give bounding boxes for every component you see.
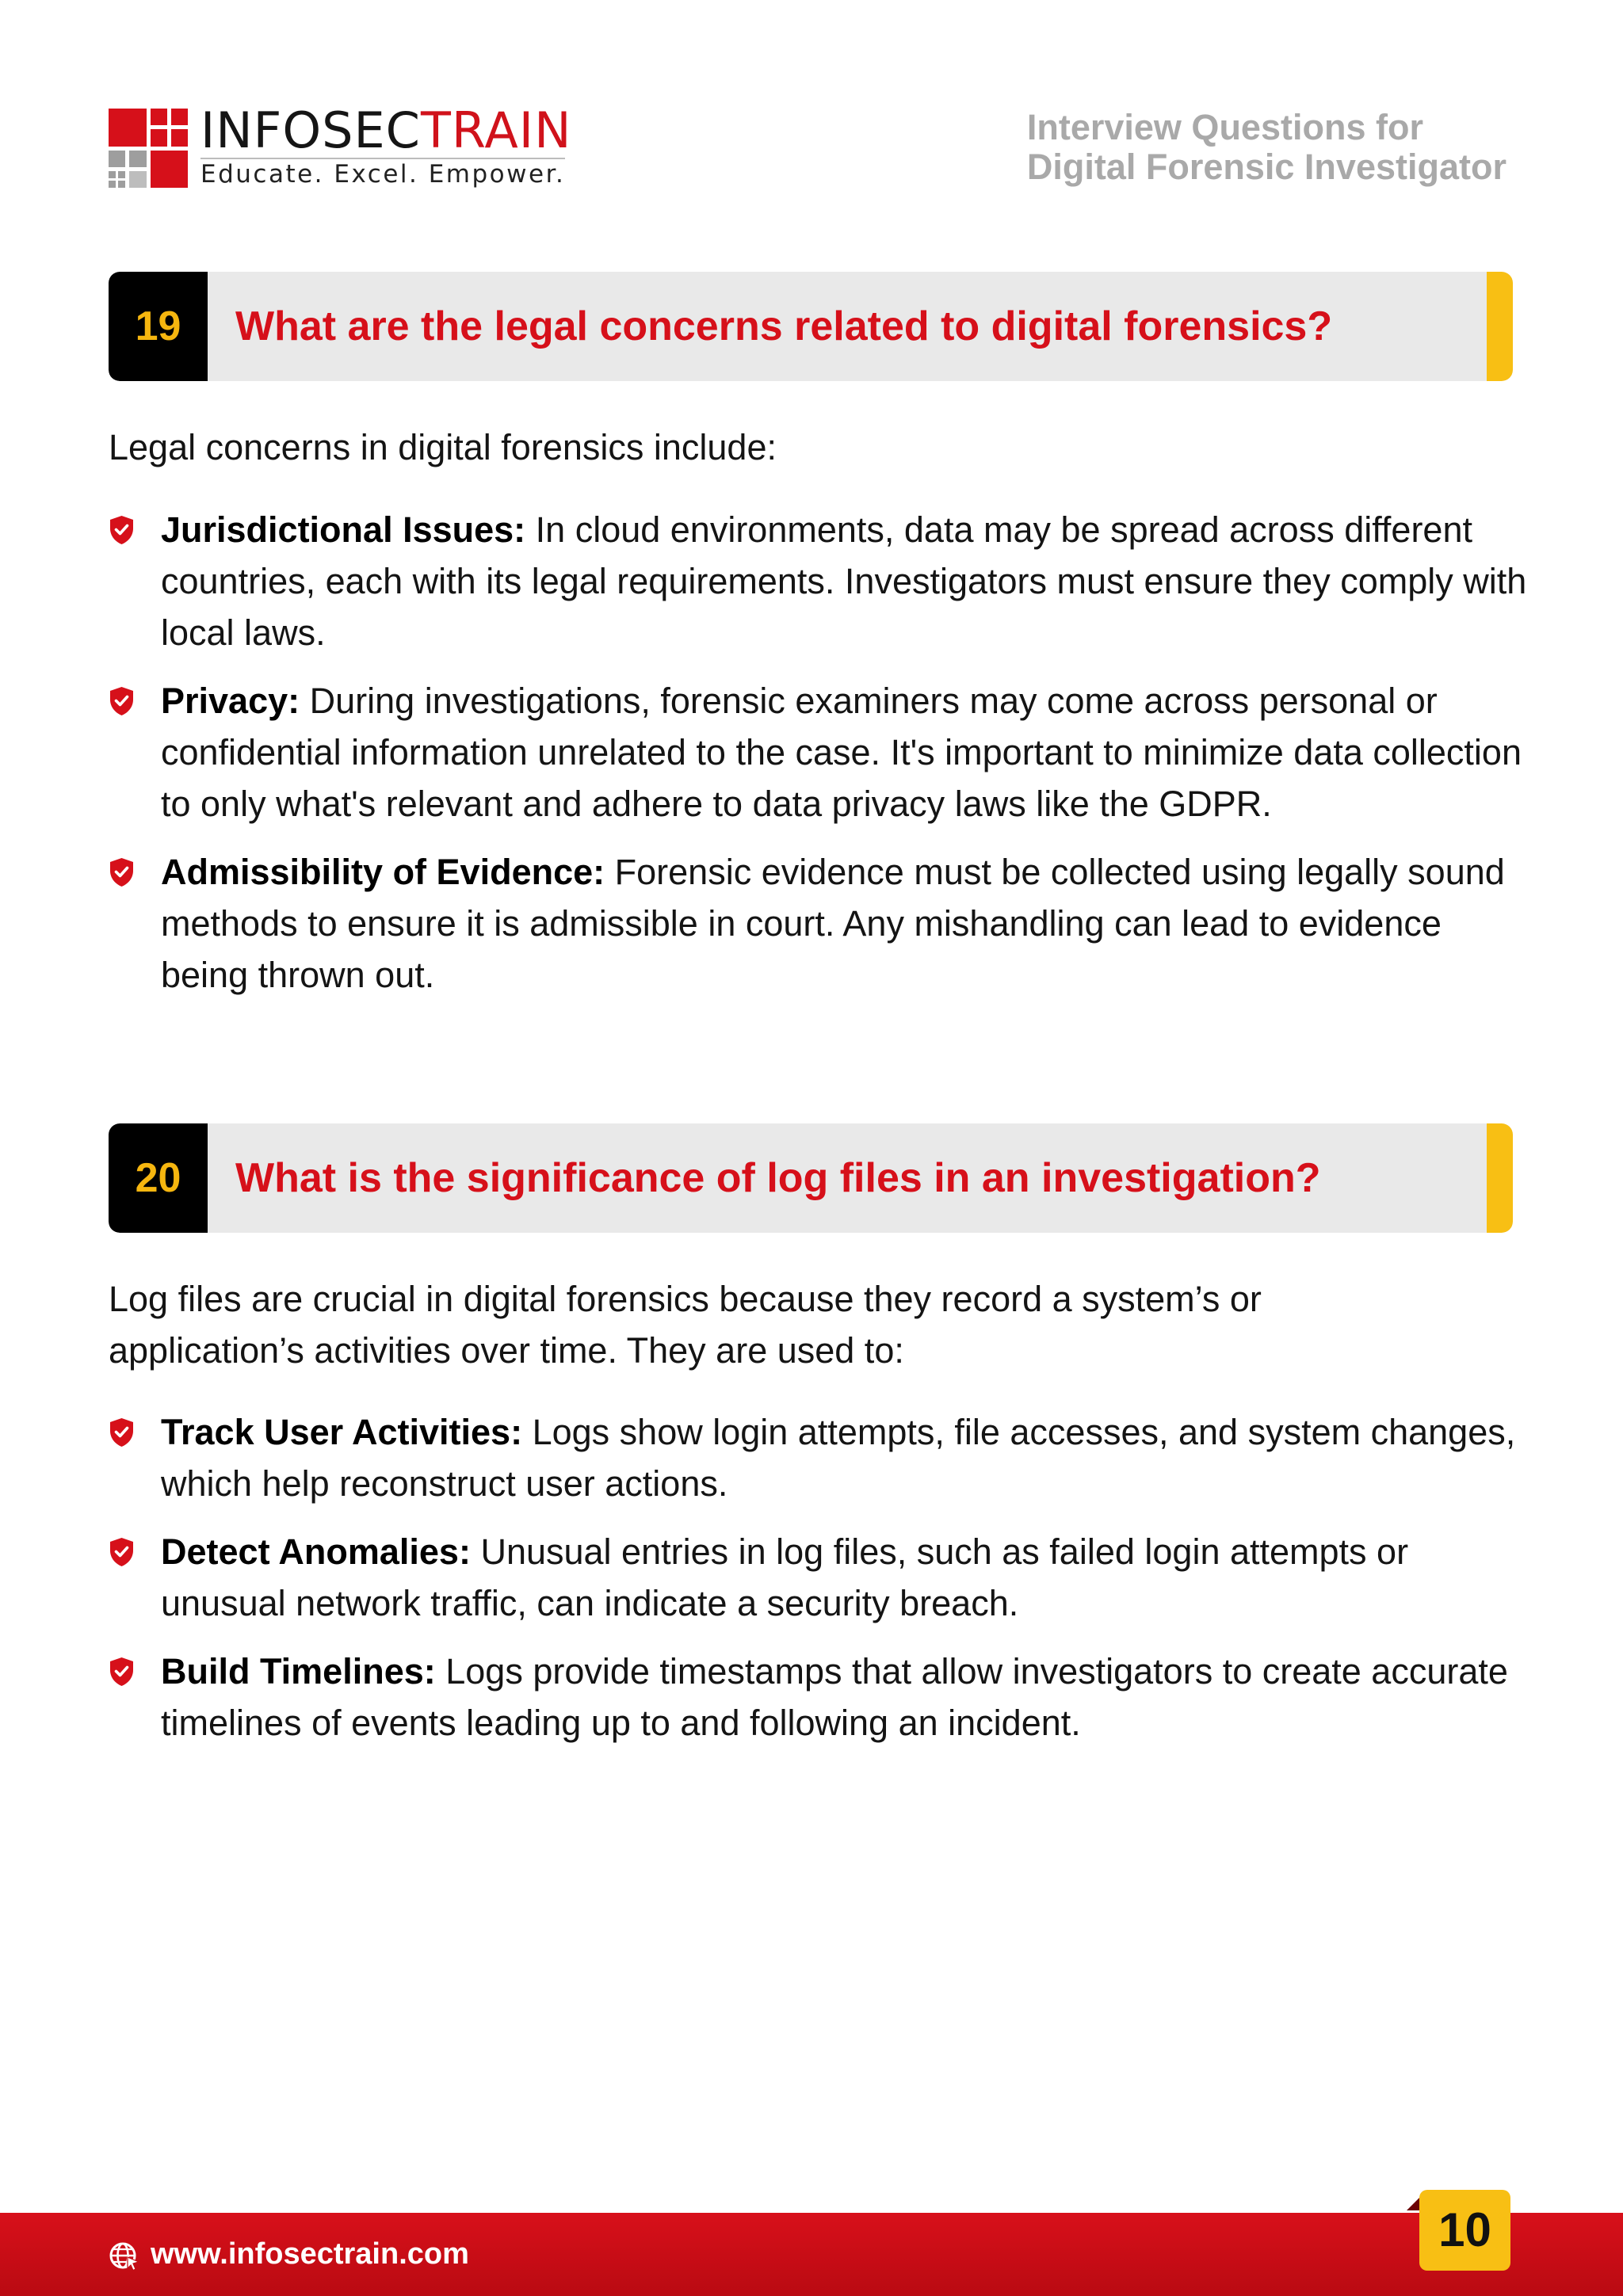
logo-mark-icon bbox=[109, 109, 188, 188]
bullet-term: Build Timelines: bbox=[161, 1651, 436, 1691]
page-number: 10 bbox=[1419, 2190, 1510, 2271]
answer-bullet-list bbox=[109, 1406, 1535, 1765]
logo-wordmark bbox=[200, 101, 572, 159]
bullet-text: In cloud environments, data may be spread across different countries, each with its legal requirements. Investigators must ensure they comply with local laws. bbox=[161, 509, 1527, 653]
answer-intro: Log files are crucial in digital forensics because they record a system’s or application’s activities over time. They are used to: bbox=[109, 1279, 1262, 1371]
answer-intro: Legal concerns in digital forensics include: bbox=[109, 427, 777, 467]
question-header-19 bbox=[109, 272, 1513, 381]
question-title: What are the legal concerns related to digital forensics? bbox=[235, 303, 1333, 349]
logo-tagline: Educate. Excel. Empower. bbox=[200, 160, 566, 189]
infosectrain-logo bbox=[109, 101, 584, 193]
globe-icon bbox=[109, 2240, 140, 2271]
bullet-term: Admissibility of Evidence: bbox=[161, 852, 605, 892]
website-link[interactable]: www.infosectrain.com bbox=[151, 2237, 469, 2271]
question-number: 20 bbox=[109, 1123, 208, 1233]
bullet-text: During investigations, forensic examiners may come across personal or confidential information unrelated to the case. It's important to minimize data collection to only what's relevant and adhere to data privacy laws like the GDPR. bbox=[161, 681, 1522, 824]
bullet-term: Jurisdictional Issues: bbox=[161, 509, 526, 550]
question-number: 19 bbox=[109, 272, 208, 381]
list-item bbox=[109, 1646, 1535, 1749]
list-item bbox=[109, 846, 1535, 1001]
list-item bbox=[109, 504, 1535, 658]
shield-check-icon bbox=[109, 1417, 135, 1447]
bullet-text: Logs provide timestamps that allow investigators to create accurate timelines of events leading up to and following an incident. bbox=[161, 1651, 1508, 1743]
shield-check-icon bbox=[109, 686, 135, 716]
page-footer bbox=[0, 2213, 1623, 2296]
bullet-term: Privacy: bbox=[161, 681, 300, 721]
document-title-line2: Digital Forensic Investigator bbox=[1026, 147, 1507, 187]
bullet-term: Track User Activities: bbox=[161, 1412, 523, 1452]
page-number-badge bbox=[1407, 2190, 1514, 2279]
logo-name-part1: INFOSEC bbox=[200, 101, 421, 159]
question-header-20 bbox=[109, 1123, 1513, 1233]
shield-check-icon bbox=[109, 857, 135, 887]
document-title-line1: Interview Questions for bbox=[1026, 107, 1423, 147]
logo-name-part2: TRAIN bbox=[420, 101, 572, 159]
question-accent-bar bbox=[1487, 272, 1513, 381]
list-item bbox=[109, 1526, 1535, 1629]
bullet-text: Forensic evidence must be collected using legally sound methods to ensure it is admissible in court. Any mishandling can lead to evidence being thrown out. bbox=[161, 852, 1505, 995]
shield-check-icon bbox=[109, 1657, 135, 1687]
bullet-text: Logs show login attempts, file accesses, and system changes, which help reconstruct user actions. bbox=[161, 1412, 1516, 1504]
document-title bbox=[1027, 108, 1507, 187]
question-title: What is the significance of log files in an investigation? bbox=[235, 1155, 1321, 1201]
list-item bbox=[109, 675, 1535, 830]
question-accent-bar bbox=[1487, 1123, 1513, 1233]
bullet-term: Detect Anomalies: bbox=[161, 1531, 471, 1572]
list-item bbox=[109, 1406, 1535, 1509]
shield-check-icon bbox=[109, 515, 135, 545]
answer-bullet-list bbox=[109, 504, 1535, 1017]
bullet-text: Unusual entries in log files, such as failed login attempts or unusual network traffic, can indicate a security breach. bbox=[161, 1531, 1409, 1623]
shield-check-icon bbox=[109, 1537, 135, 1567]
